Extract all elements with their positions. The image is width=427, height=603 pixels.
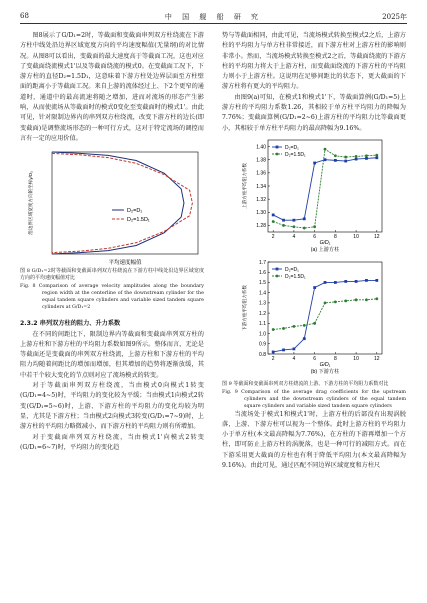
data-point [282,327,285,330]
y-tick-label: 1.4 [259,290,266,297]
y-tick-label: 1.40 [256,144,266,151]
plot-frame [52,152,198,254]
journal-name: 中 国 舰 船 研 究 [164,13,263,21]
section-heading: 2.3.2 串列双方柱的阻力、升力系数 [20,320,121,328]
y-tick-label: 1.7 [259,260,266,267]
legend-label: D₂=D₁ [127,208,143,215]
legend-label: D₂=1.5D₁ [285,151,306,158]
y-tick-label: 1.36 [256,170,266,177]
y-tick-label: 1.34 [256,183,266,190]
x-axis-label: G/D₁ [319,239,331,246]
right-column [222,31,406,471]
x-axis-label: G/D₁ [319,362,331,369]
data-point [293,219,296,222]
series-line [52,154,192,253]
data-point [355,155,358,158]
legend-marker [276,275,279,278]
data-point [313,286,316,289]
y-tick-label: 1.30 [256,210,266,217]
series-line [273,158,377,220]
x-tick-label: 2 [271,356,275,363]
subfigure-label: (b) 下游方柱 [310,369,340,375]
x-tick-label: 12 [374,356,380,363]
x-tick-label: 10 [353,356,359,363]
legend-label: D₂=1.5D₁ [127,217,150,224]
data-point [334,281,337,284]
data-point [355,158,358,161]
y-tick-label: 1.3 [259,300,266,307]
data-point [303,217,306,220]
data-point [344,280,347,283]
data-point [334,159,337,162]
data-point [375,156,378,159]
data-point [324,302,327,305]
journal-year: 2025年 [382,13,407,21]
legend-label: D₂=1.5D₁ [285,274,306,281]
data-point [375,279,378,282]
data-point [355,299,358,302]
data-point [344,300,347,303]
page-number: 68 [20,12,29,20]
figure-9b-chart [222,256,406,374]
x-tick-label: 4 [292,356,296,363]
data-point [293,325,296,328]
legend-marker [276,146,279,149]
data-point [313,322,316,325]
x-tick-label: 12 [374,233,380,240]
data-point [375,298,378,301]
data-point [282,219,285,222]
data-point [303,227,306,230]
paragraph: 在不同的间距比下，限制边界内等截面和变截面串列双方柱的上游方柱和下游方柱的平均阻力系数如图9所示。整体而言，无论是等截面还是变截面的串列双方柱绕流，上游方柱和下游方柱的平均阻力均随着间距比的增加而增加，但其增加的趋势将逐渐放缓，其中若干个较大变化的节点则对应了流场模式的转变。 [20,330,204,379]
x-tick-label: 10 [353,233,359,240]
paragraph: 对于等截面串列双方柱绕流，当由模式0向模式1转变(G/D₁=4~5)时，平均阻力的变化较为平缓；当由模式1向模式2转变(G/D₁=5~6)时，上游、下游方柱的平均阻力的变化均较为明显，尤其是下游方柱；当由模式2向模式3转变(G/D₁=7~9)时，上游方柱的平均阻力略微减小，而下游方柱的平均阻力则有所增加。 [20,382,204,431]
y-tick-label: 0.8 [259,352,266,359]
paragraph: 图8展示了G/D₁=2时，等截面和变截面串列双方柱绕流在下游方柱中线处沿边界区域宽度方向的平均速度幅值(无量纲)的对比情况。从图8可以看出，变截面的最大速度高于等截面工况，这也对应了变截面绕流模式1'以及等截面绕流的模式0。在变截面工况下，下游方柱的直径D₂=1.5D₁，这意味着下游方柱处边界层面至方柱壁面的距离小于等截面工况。来自上游的流体经过上、下2个更窄的通道时，通道中的最高流速将随之增加，进而对流场的形态产生影响，从而使流场从等截面时的模式0变化至变截面时的模式1'。由此可见，针对限制边界内的串列双方柱绕流，改变下游方柱的边长(即变截面)是调整流场形态的一种可行方式，这对于特定流场的调控而言有一定的应用价值。 [20,32,204,142]
x-tick-label: 8 [333,356,337,363]
paragraph: 当流场处于模式1和模式1'时，上游方柱的后部没有出现涡脱落，上游、下游方柱可以视为一个整体。此时上游方柱的平均阻力小于单方柱(本文最高降幅为7.76%)，在方柱的下游再增加一个方柱，即可防止上游方柱的涡脱落，也是一种可行的减阻方式。而在下游采用更大截面的方柱也有利于降低平均阻力(本文最高降幅为9.16%)。由此可见，通过匹配不同边界区域宽度和方柱尺 [222,410,406,470]
figure-9b [222,256,406,378]
legend-label: D₂=D₁ [285,144,299,151]
y-tick-label: 0.9 [259,341,266,348]
data-point [272,351,275,354]
data-point [293,348,296,351]
data-point [365,154,368,157]
data-point [344,160,347,163]
y-tick-label: 1.0 [259,331,266,338]
figure-8-chart [20,148,204,266]
y-axis-label: 沿边界区域宽度方向的坐标y/D₁ [28,171,33,236]
figure-8-caption-en: Fig. 8 Comparison of average velocity amplitudes along the boundary region width at the centerline of the downstream cylinder for the equal tandem square cylinders and variable sized tandem square cylinders at G/D₁=2 [20,284,204,311]
y-tick-label: 1.6 [259,270,266,277]
data-point [303,324,306,327]
paragraph: 由图9(a)可知，在模式1和模式1'下，等截面算例(G/D₁=5)上游方柱的平均阻力系数1.26，其相较于单方柱平均阻力的降幅为7.76%；变截面算例(G/D₁=2~6)上游方柱的平均阻力比等截面更小，其相较于单方柱平均阻力的最高降幅为9.16%。 [222,93,406,132]
data-point [324,281,327,284]
y-tick-label: 1.28 [256,223,266,230]
data-point [303,338,306,341]
legend-marker [276,268,279,271]
figure-8-caption-cn: 图 8 G/D₁=2时等截面和变截面串列双方柱绕流在下游方柱中线处沿边界区域宽度方向的平均速度幅值对比 [20,268,204,282]
series-line [52,152,184,254]
y-tick-label: 1.38 [256,157,266,164]
data-point [375,154,378,157]
data-point [355,280,358,283]
paragraph: 势与等截面相同，由此可见，当流场模式转换至模式2之后，上游方柱的平均阻力与单方柱非常接近，而下游方柱对上游方柱的影响则非常小。然而，当流场模式转换至模式2之后，等截面绕流的下游方柱的平均阻力将大于上游方柱，而变截面绕流的下游方柱的平均阻力则小于上游方柱。这说明在足够间距比的状态下，更大截面的下游方柱将有更大的平均阻力。 [222,32,406,91]
data-point [293,225,296,228]
y-tick-label: 1.1 [259,321,266,328]
data-point [313,225,316,228]
left-column [20,31,204,453]
x-axis-label: 平均速度幅值 [108,260,142,267]
data-point [272,220,275,223]
legend-marker [276,153,279,156]
y-tick-label: 1.32 [256,196,266,203]
x-tick-label: 4 [292,233,296,240]
y-axis-label: 下游方柱平均阻力系数 [242,285,247,332]
x-tick-label: 2 [271,233,275,240]
x-tick-label: 6 [313,233,317,240]
data-point [334,154,337,157]
y-tick-label: 1.2 [259,311,266,318]
page-header [20,12,407,24]
legend-label: D₂=D₁ [285,267,299,274]
data-point [313,162,316,165]
data-point [334,301,337,304]
data-point [365,279,368,282]
paragraph: 对于变截面串列双方柱绕流，当由模式1'向模式2转变(G/D₁=6~7)时，平均阻力的变化趋 [20,433,204,451]
figure-9a-chart [222,134,406,252]
data-point [324,148,327,151]
figure-8 [20,148,204,266]
y-tick-label: 1.5 [259,280,266,287]
data-point [344,156,347,159]
y-axis-label: 上游方柱平均阻力系数 [242,162,247,209]
data-point [365,157,368,160]
series-line [273,281,377,353]
data-point [272,328,275,331]
figure-9-caption-en: Fig. 9 Comparison of the average drag coefficients for the upstream cylinders and the downstream cylinders of the equal tandem square cylinders and variable sized tandem square cylinders [222,389,406,409]
subfigure-label: (a) 上游方柱 [310,246,340,252]
data-point [272,213,275,216]
figure-9a [222,134,406,256]
data-point [365,299,368,302]
x-tick-label: 8 [333,233,337,240]
x-tick-label: 6 [313,356,317,363]
data-point [282,349,285,352]
figure-9-caption-cn: 图 9 等截面和变截面串列双方柱绕流的上游、下游方柱的平均阻力系数对比 [222,380,389,387]
data-point [282,224,285,227]
